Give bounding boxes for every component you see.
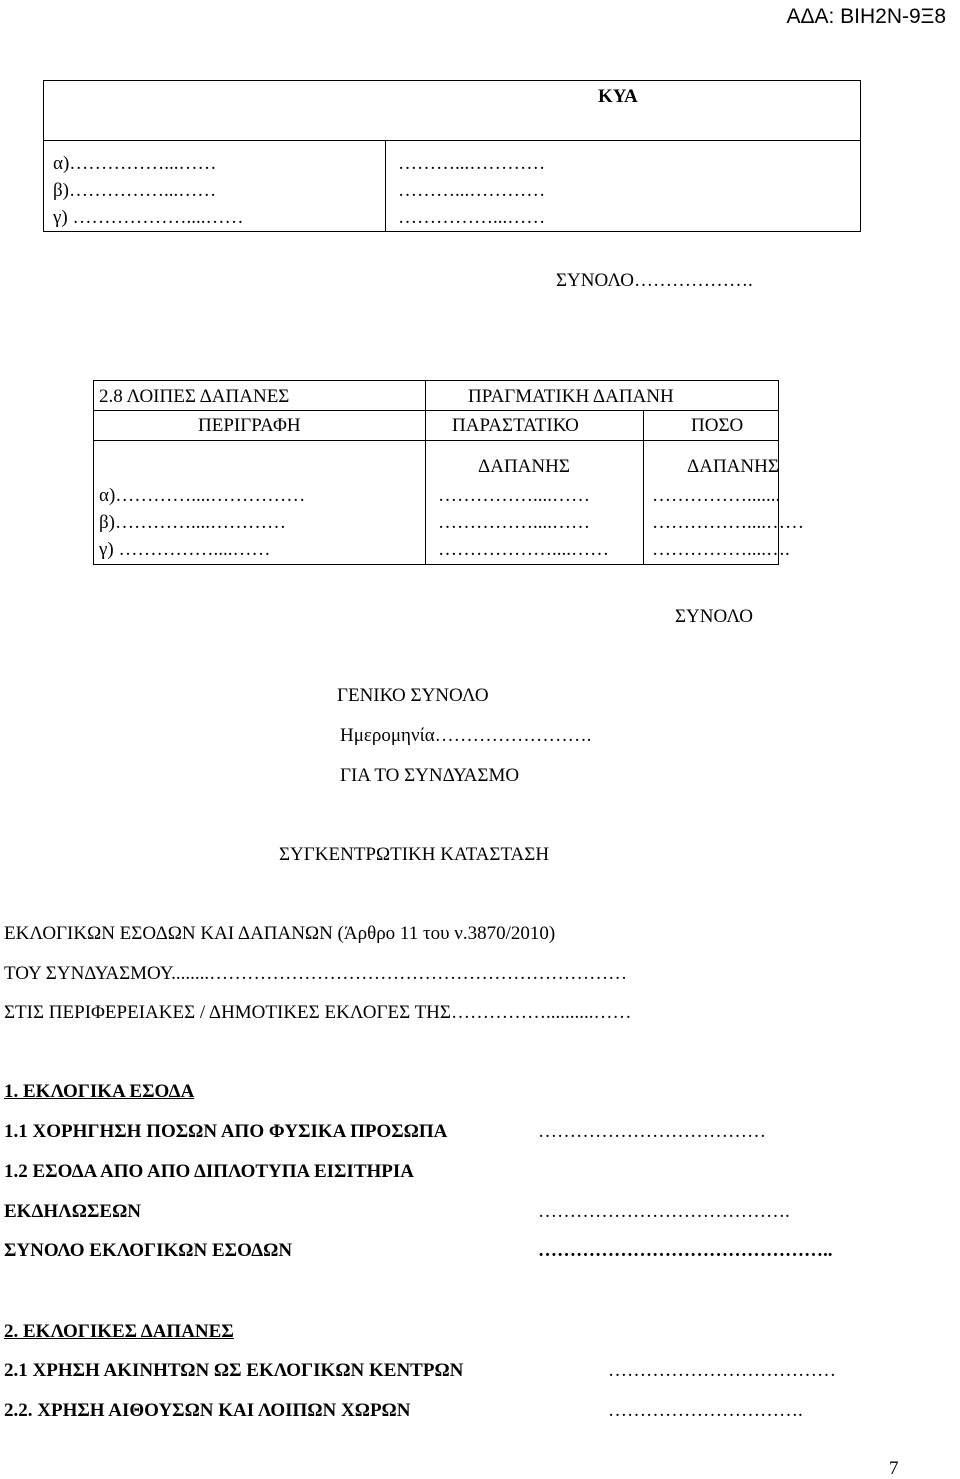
summary-line-3: ΣΤΙΣ ΠΕΡΙΦΕΡΕΙΑΚΕΣ / ΔΗΜΟΤΙΚΕΣ ΕΚΛΟΓΕΣ ΤΗΣ……………..........……	[4, 1002, 632, 1023]
summary-line-2: ΤΟΥ ΣΥΝΔΥΑΣΜΟΥ........…………………………………………………………	[4, 963, 628, 984]
kya-total: ΣΥΝΟΛΟ……………….	[556, 270, 753, 291]
other-row-a-amount: …………….......	[652, 485, 781, 506]
kya-row-b-left: β)……………...……	[53, 180, 217, 201]
other-expenses-heading: 2.8 ΛΟΙΠΕΣ ΔΑΠΑΝΕΣ	[99, 386, 290, 407]
income-item-1-label: 1.1 ΧΟΡΗΓΗΣΗ ΠΟΣΩΝ ΑΠΟ ΦΥΣΙΚΑ ΠΡΟΣΩΠΑ	[4, 1121, 448, 1142]
other-row-a-desc: α)…………....……………	[99, 485, 306, 506]
kya-header-divider	[43, 140, 861, 141]
income-item-1-dots: ………………………………	[538, 1121, 766, 1142]
amount-header: ΠΟΣΟ	[691, 415, 744, 436]
document-header-2: ΔΑΠΑΝΗΣ	[478, 456, 570, 477]
other-expenses-border	[93, 380, 779, 565]
other-expenses-divider-2	[93, 440, 779, 441]
page-number: 7	[889, 1458, 899, 1479]
other-expenses-total: ΣΥΝΟΛΟ	[675, 606, 754, 627]
other-row-a-doc: ……………....……	[438, 485, 590, 506]
expenses-item-1-label: 2.1 ΧΡΗΣΗ ΑΚΙΝΗΤΩΝ ΩΣ ΕΚΛΟΓΙΚΩΝ ΚΕΝΤΡΩΝ	[4, 1360, 464, 1381]
kya-row-c-left: γ) ………………....……	[53, 207, 244, 228]
kya-column-divider	[385, 140, 386, 232]
description-header: ΠΕΡΙΓΡΑΦΗ	[198, 415, 301, 436]
kya-title: ΚΥΑ	[598, 86, 638, 107]
date-line: Ημερομηνία…………………….	[340, 725, 592, 746]
expenses-heading: 2. ΕΚΛΟΓΙΚΕΣ ΔΑΠΑΝΕΣ	[4, 1321, 234, 1342]
other-expenses-col-divider-2	[643, 410, 644, 565]
income-total-label: ΣΥΝΟΛΟ ΕΚΛΟΓΙΚΩΝ ΕΣΟΔΩΝ	[4, 1240, 293, 1261]
other-row-c-desc: γ) ……………....……	[99, 539, 271, 560]
kya-row-c-right: ……………...……	[398, 207, 546, 228]
kya-row-b-right: ………...…………	[398, 180, 546, 201]
other-row-b-amount: ……………....……	[652, 512, 804, 533]
expenses-item-2-dots: ………………………….	[608, 1400, 803, 1421]
ada-code: ΑΔΑ: ΒΙΗ2Ν-9Ξ8	[786, 5, 946, 28]
income-item-3-dots: ………………………………….	[538, 1201, 790, 1222]
other-expenses-divider-1	[93, 410, 779, 411]
other-row-c-amount: ……………....….	[652, 539, 790, 560]
kya-row-a-right: ………...…………	[398, 153, 546, 174]
summary-title: ΣΥΓΚΕΝΤΡΩΤΙΚΗ ΚΑΤΑΣΤΑΣΗ	[279, 844, 550, 865]
other-row-c-doc: ………………....……	[438, 539, 609, 560]
for-alliance: ΓΙΑ ΤΟ ΣΥΝΔΥΑΣΜΟ	[340, 765, 520, 786]
other-expenses-col-divider-1	[425, 380, 426, 565]
expenses-item-1-dots: ………………………………	[608, 1360, 836, 1381]
kya-row-a-left: α)……………...……	[53, 153, 217, 174]
income-total-dots: ………………………………………..	[538, 1240, 833, 1261]
summary-line-1: ΕΚΛΟΓΙΚΩΝ ΕΣΟΔΩΝ ΚΑΙ ΔΑΠΑΝΩΝ (Άρθρο 11 του ν.3870/2010)	[4, 923, 556, 944]
amount-header-2: ΔΑΠΑΝΗΣ	[687, 456, 779, 477]
expenses-item-2-label: 2.2. ΧΡΗΣΗ ΑΙΘΟΥΣΩΝ ΚΑΙ ΛΟΙΠΩΝ ΧΩΡΩΝ	[4, 1400, 411, 1421]
document-header: ΠΑΡΑΣΤΑΤΙΚΟ	[452, 415, 579, 436]
other-row-b-desc: β)…………....…………	[99, 512, 286, 533]
other-row-b-doc: ……………....……	[438, 512, 590, 533]
general-total: ΓΕΝΙΚΟ ΣΥΝΟΛΟ	[337, 685, 489, 706]
income-item-3-label: ΕΚΔΗΛΩΣΕΩΝ	[4, 1201, 142, 1222]
income-heading: 1. ΕΚΛΟΓΙΚΑ ΕΣΟΔΑ	[4, 1081, 195, 1102]
real-expense-header: ΠΡΑΓΜΑΤΙΚΗ ΔΑΠΑΝΗ	[468, 386, 674, 407]
income-item-2-label: 1.2 ΕΣΟΔΑ ΑΠΟ ΑΠΟ ΔΙΠΛΟΤΥΠΑ ΕΙΣΙΤΗΡΙΑ	[4, 1161, 415, 1182]
